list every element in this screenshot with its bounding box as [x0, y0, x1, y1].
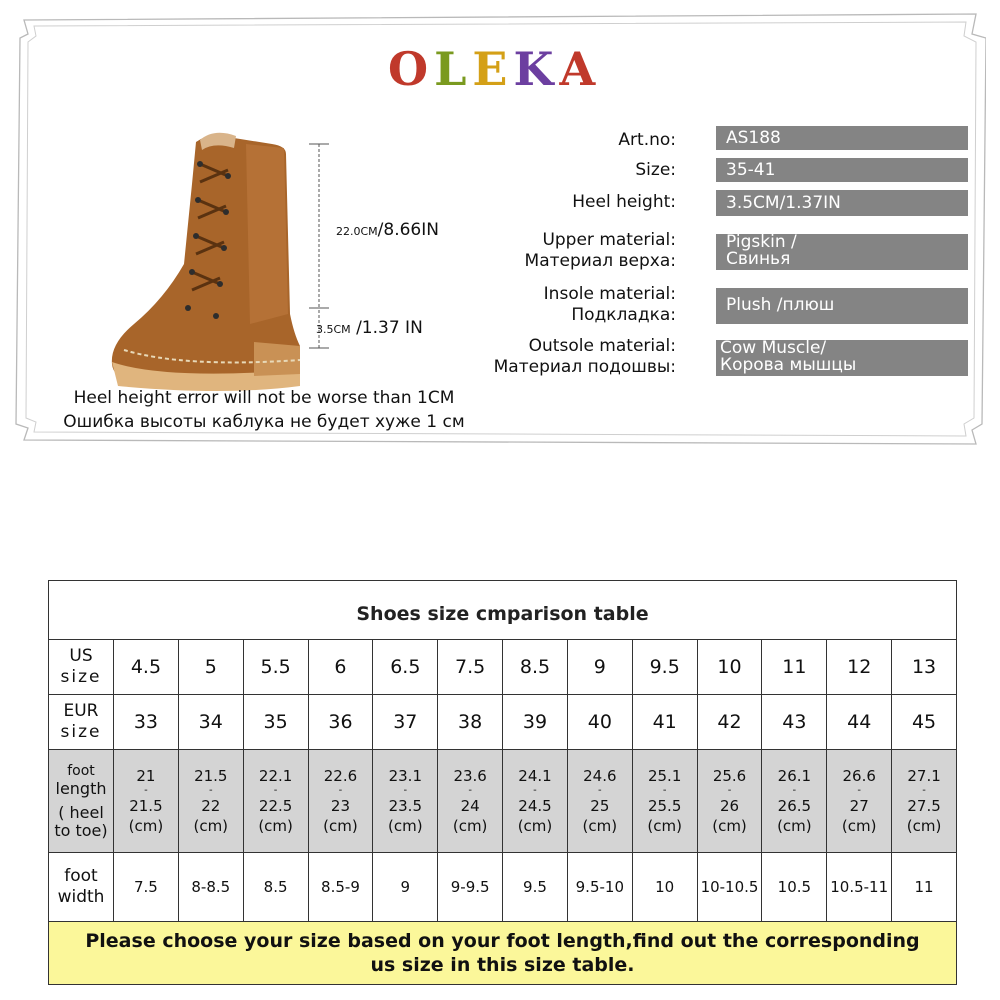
shaft-height-label — [336, 220, 439, 240]
row-us-size — [49, 640, 957, 695]
foot-length-cell: 21 - 21.5 (cm) — [114, 750, 179, 853]
eur-size-cell: 34 — [178, 695, 243, 750]
us-size-cell: 9 — [567, 640, 632, 695]
row-eur-size — [49, 695, 957, 750]
spec-label-outsole-en: Outsole material: — [528, 336, 676, 356]
us-size-cell: 5.5 — [243, 640, 308, 695]
eur-size-cell: 43 — [762, 695, 827, 750]
spec-label-upper-en: Upper material: — [542, 230, 676, 250]
eur-size-cell: 45 — [892, 695, 957, 750]
eur-size-cell: 35 — [243, 695, 308, 750]
foot-width-cell: 7.5 — [114, 853, 179, 922]
logo-letter: L — [434, 42, 473, 96]
spec-label-outsole — [494, 336, 676, 378]
foot-width-cell: 8-8.5 — [178, 853, 243, 922]
footer-note-line2: us size in this size table. — [370, 954, 635, 976]
heel-in: /1.37 IN — [356, 318, 423, 338]
us-size-cell: 5 — [178, 640, 243, 695]
shaft-in: /8.66IN — [377, 220, 439, 240]
row-foot-width — [49, 853, 957, 922]
spec-label-artno: Art.no: — [618, 130, 676, 150]
eur-size-cell: 39 — [503, 695, 568, 750]
footer-note-line1: Please choose your size based on your foot length,find out the corresponding — [85, 930, 920, 952]
eur-size-cell: 37 — [373, 695, 438, 750]
foot-width-cell: 9 — [373, 853, 438, 922]
heel-height-label — [316, 318, 423, 338]
eur-size-cell: 44 — [827, 695, 892, 750]
us-size-cell: 4.5 — [114, 640, 179, 695]
foot-width-cell: 9.5-10 — [567, 853, 632, 922]
size-table — [48, 580, 957, 985]
logo-letter: E — [472, 42, 514, 96]
foot-width-cell: 10 — [632, 853, 697, 922]
brand-logo — [388, 42, 601, 96]
foot-length-cell: 25.1 - 25.5 (cm) — [632, 750, 697, 853]
foot-length-cell: 26.1 - 26.5 (cm) — [762, 750, 827, 853]
logo-letter: A — [559, 42, 602, 96]
us-size-cell: 6 — [308, 640, 373, 695]
us-size-cell: 8.5 — [503, 640, 568, 695]
row-foot-length — [49, 750, 957, 853]
foot-width-cell: 8.5 — [243, 853, 308, 922]
eur-size-header: EUR size — [49, 695, 114, 750]
foot-length-cell: 27.1 - 27.5 (cm) — [892, 750, 957, 853]
boot-image — [104, 124, 324, 399]
product-info-card — [14, 12, 986, 446]
foot-length-cell: 24.6 - 25 (cm) — [567, 750, 632, 853]
note-en: Heel height error will not be worse than 1CM — [73, 388, 455, 408]
us-size-cell: 9.5 — [632, 640, 697, 695]
foot-width-cell: 10.5 — [762, 853, 827, 922]
footer-note — [49, 922, 957, 985]
us-size-cell: 7.5 — [438, 640, 503, 695]
spec-value-size: 35-41 — [716, 158, 968, 182]
spec-label-upper-ru: Материал верха: — [524, 251, 676, 271]
spec-label-heel: Heel height: — [572, 192, 676, 212]
eur-size-cell: 33 — [114, 695, 179, 750]
foot-length-header: foot length ( heel to toe) — [49, 750, 114, 853]
spec-value-upper-ru: Свинья — [726, 249, 791, 269]
foot-width-cell: 10.5-11 — [827, 853, 892, 922]
foot-width-cell: 10-10.5 — [697, 853, 762, 922]
spec-value-outsole-en: Cow Muscle/ — [720, 338, 827, 358]
foot-length-cell: 23.6 - 24 (cm) — [438, 750, 503, 853]
spec-label-outsole-ru: Материал подошвы: — [493, 357, 676, 377]
size-comparison-table — [48, 580, 957, 990]
spec-label-insole-en: Insole material: — [543, 284, 676, 304]
spec-value-outsole-ru: Корова мышцы — [720, 355, 857, 375]
row-footer-note — [49, 922, 957, 985]
heel-cm: 3.5CM — [316, 323, 351, 336]
foot-width-cell: 9.5 — [503, 853, 568, 922]
logo-letter: O — [388, 42, 435, 96]
table-title: Shoes size cmparison table — [49, 581, 957, 640]
spec-label-size: Size: — [635, 160, 676, 180]
spec-value-insole: Plush /плюш — [716, 288, 968, 324]
spec-value-artno: AS188 — [716, 126, 968, 150]
foot-length-cell: 21.5 - 22 (cm) — [178, 750, 243, 853]
foot-width-cell: 9-9.5 — [438, 853, 503, 922]
logo-letter: K — [513, 42, 560, 96]
foot-length-cell: 25.6 - 26 (cm) — [697, 750, 762, 853]
foot-length-cell: 22.6 - 23 (cm) — [308, 750, 373, 853]
note-ru: Ошибка высоты каблука не будет хуже 1 см — [63, 412, 465, 432]
us-size-cell: 10 — [697, 640, 762, 695]
shaft-cm: 22.0CM — [336, 225, 378, 238]
eur-size-cell: 42 — [697, 695, 762, 750]
spec-label-insole-ru: Подкладка: — [571, 305, 676, 325]
us-size-cell: 6.5 — [373, 640, 438, 695]
spec-label-insole — [544, 284, 676, 326]
foot-length-cell: 22.1 - 22.5 (cm) — [243, 750, 308, 853]
eur-size-cell: 41 — [632, 695, 697, 750]
foot-width-header: foot width — [49, 853, 114, 922]
us-size-cell: 11 — [762, 640, 827, 695]
spec-value-heel: 3.5CM/1.37IN — [716, 190, 968, 216]
us-size-cell: 12 — [827, 640, 892, 695]
eur-size-cell: 36 — [308, 695, 373, 750]
us-size-header: US size — [49, 640, 114, 695]
foot-length-cell: 24.1 - 24.5 (cm) — [503, 750, 568, 853]
spec-value-upper — [716, 234, 968, 270]
us-size-cell: 13 — [892, 640, 957, 695]
eur-size-cell: 38 — [438, 695, 503, 750]
spec-value-upper-en: Pigskin / — [726, 232, 797, 252]
foot-width-cell: 8.5-9 — [308, 853, 373, 922]
foot-width-cell: 11 — [892, 853, 957, 922]
foot-length-cell: 23.1 - 23.5 (cm) — [373, 750, 438, 853]
spec-value-outsole — [716, 340, 968, 376]
eur-size-cell: 40 — [567, 695, 632, 750]
foot-length-cell: 26.6 - 27 (cm) — [827, 750, 892, 853]
spec-label-upper — [525, 230, 676, 272]
